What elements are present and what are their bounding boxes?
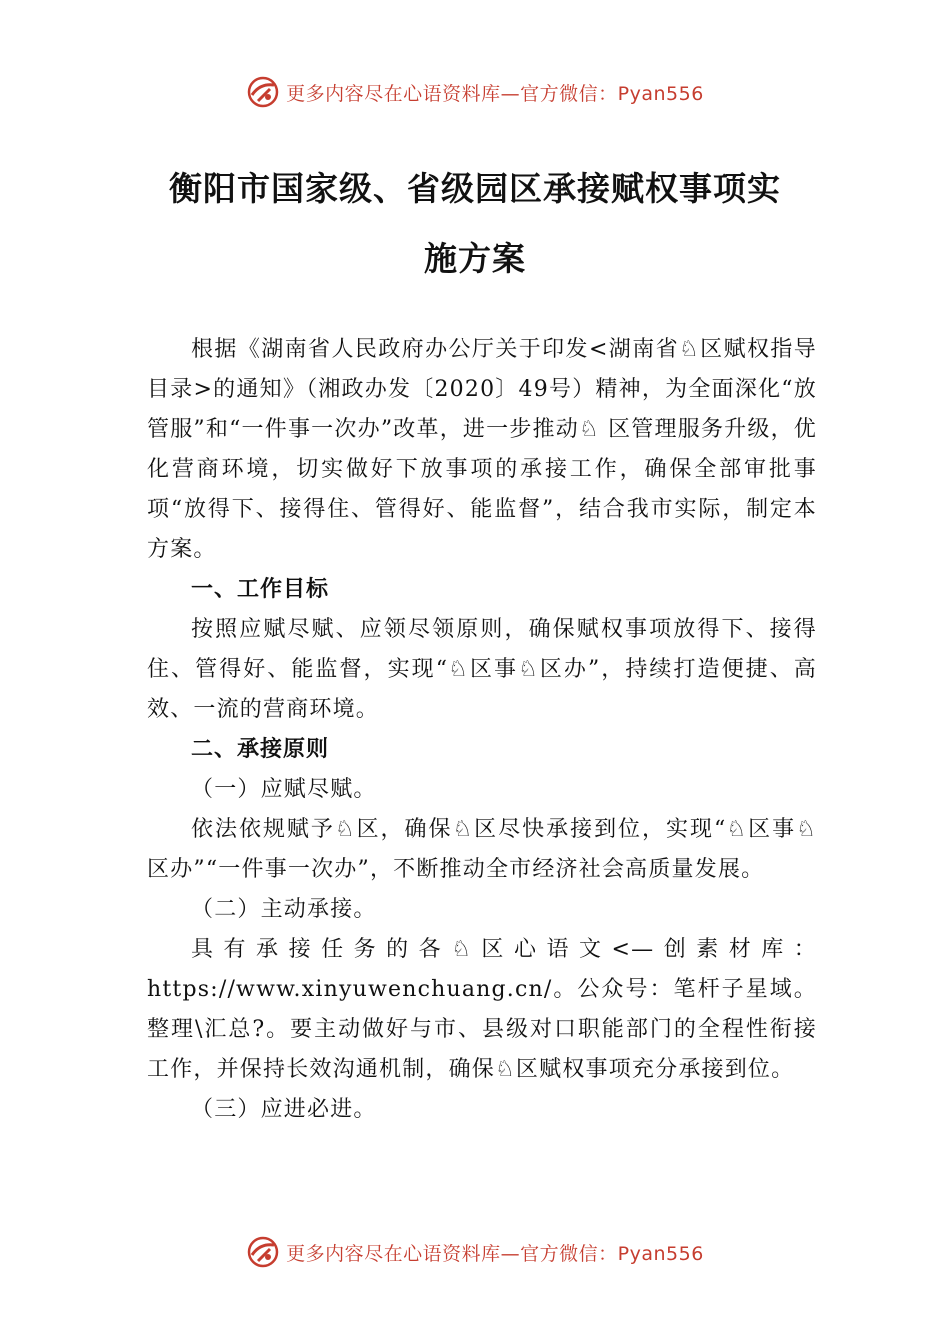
subheading-3: （三）应进必进。: [191, 1097, 377, 1122]
seal-logo-icon: [246, 75, 280, 109]
banner-brand-text: 更多内容尽在心语资料库: [286, 82, 501, 105]
banner-brand-text: 更多内容尽在心语资料库: [286, 1242, 501, 1265]
banner-contact-text: —官方微信：Pyan556: [500, 82, 704, 105]
document-title-line-1: 衡阳市国家级、省级园区承接赋权事项实: [169, 169, 781, 208]
paragraph-goals: 按照应赋尽赋、应领尽领原则，确保赋权事项放得下、接得住、管得好、能监督，实现“♘区事♘区办”，持续打造便捷、高效、一流的营商环境。: [147, 617, 817, 722]
document-title-line-2: 施方案: [424, 239, 526, 278]
paragraph-principle-2: 具有承接任务的各♘区心语文<—创素材库：https://www.xinyuwenchuang.cn/。公众号：笔杆子星域。整理\汇总?。要主动做好与市、县级对口职能部门的全程性衔接工作，并保持长效沟通机制，确保♘区赋权事项充分承接到位。: [147, 937, 817, 1082]
document-body: [147, 330, 817, 1130]
header-banner: [0, 70, 950, 114]
paragraph-principle-1: 依法依规赋予♘区，确保♘区尽快承接到位，实现“♘区事♘区办”“一件事一次办”，不断推动全市经济社会高质量发展。: [147, 817, 817, 882]
banner-contact-text: —官方微信：Pyan556: [500, 1242, 704, 1265]
section-heading-goals: 一、工作目标: [191, 577, 330, 602]
paragraph-intro: 根据《湖南省人民政府办公厅关于印发<湖南省♘区赋权指导目录>的通知》（湘政办发〔2020〕49号）精神，为全面深化“放管服”和“一件事一次办”改革，进一步推动♘ 区管理服务升级，优化营商环境，切实做好下放事项的承接工作，确保全部审批事项“放得下、接得住、管得好、能监督”，结合我市实际，制定本方案。: [147, 337, 817, 562]
section-heading-principles: 二、承接原则: [191, 737, 330, 762]
subheading-1: （一）应赋尽赋。: [191, 777, 377, 802]
seal-logo-icon: [246, 1235, 280, 1269]
subheading-2: （二）主动承接。: [191, 897, 377, 922]
footer-banner: [0, 1230, 950, 1274]
